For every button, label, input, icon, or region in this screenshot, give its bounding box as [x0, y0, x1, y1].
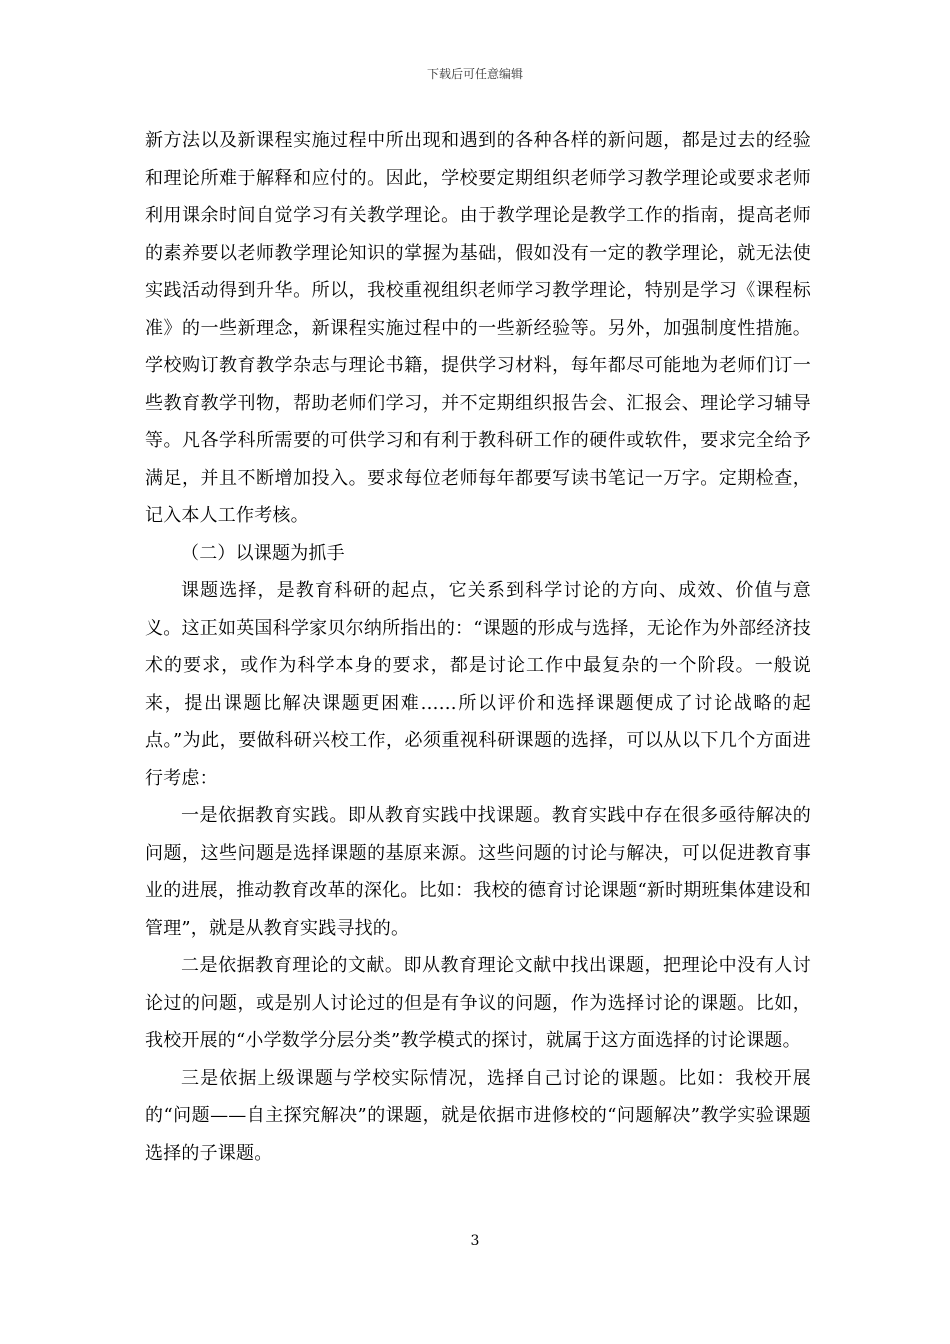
paragraph-topic-selection: 课题选择，是教育科研的起点，它关系到科学讨论的方向、成效、价值与意义。这正如英国科学家贝尔纳所指出的：“课题的形成与选择，无论作为外部经济技术的要求，或作为科学本身的要求，都是讨论工作中最复杂的一个阶段。一般说来，提出课题比解决课题更困难……所以评价和选择课题便成了讨论战略的起点。”为此，要做科研兴校工作，必须重视科研课题的选择，可以从以下几个方面进行考虑： — [145, 580, 811, 789]
section-heading: （二）以课题为抓手 — [181, 542, 345, 564]
paragraph-superior-topics: 三是依据上级课题与学校实际情况，选择自己讨论的课题。比如：我校开展的“问题——自主探究解决”的课题，就是依据市进修校的“问题解决”教学实验课题选择的子课题。 — [145, 1067, 811, 1164]
page-header: 下载后可任意编辑 — [426, 67, 523, 81]
paragraph-continuation: 新方法以及新课程实施过程中所出现和遇到的各种各样的新问题，都是过去的经验和理论所难于解释和应付的。因此，学校要定期组织老师学习教学理论或要求老师利用课余时间自觉学习有关教学理论。由于教学理论是教学工作的指南，提高老师的素养要以老师教学理论知识的掌握为基础，假如没有一定的教学理论，就无法使实践活动得到升华。所以，我校重视组织老师学习教学理论，特别是学习《课程标准》的一些新理念，新课程实施过程中的一些新经验等。另外，加强制度性措施。学校购订教育教学杂志与理论书籍，提供学习材料，每年都尽可能地为老师们订一些教育教学刊物，帮助老师们学习，并不定期组织报告会、汇报会、理论学习辅导等。凡各学科所需要的可供学习和有利于教科研工作的硬件或软件，要求完全给予满足，并且不断增加投入。要求每位老师每年都要写读书笔记一万字。定期检查，记入本人工作考核。 — [145, 130, 811, 526]
paragraph-practice: 一是依据教育实践。即从教育实践中找课题。教育实践中存在很多亟待解决的问题，这些问题是选择课题的基原来源。这些问题的讨论与解决，可以促进教育事业的进展，推动教育改革的深化。比如：我校的德育讨论课题“新时期班集体建设和管理”，就是从教育实践寻找的。 — [145, 805, 811, 939]
paragraph-literature: 二是依据教育理论的文献。即从教育理论文献中找出课题，把理论中没有人讨论过的问题，或是别人讨论过的但是有争议的问题，作为选择讨论的课题。比如，我校开展的“小学数学分层分类”教学模式的探讨，就属于这方面选择的讨论课题。 — [145, 955, 811, 1051]
page-number: 3 — [470, 1233, 480, 1249]
document-body — [145, 122, 811, 1172]
